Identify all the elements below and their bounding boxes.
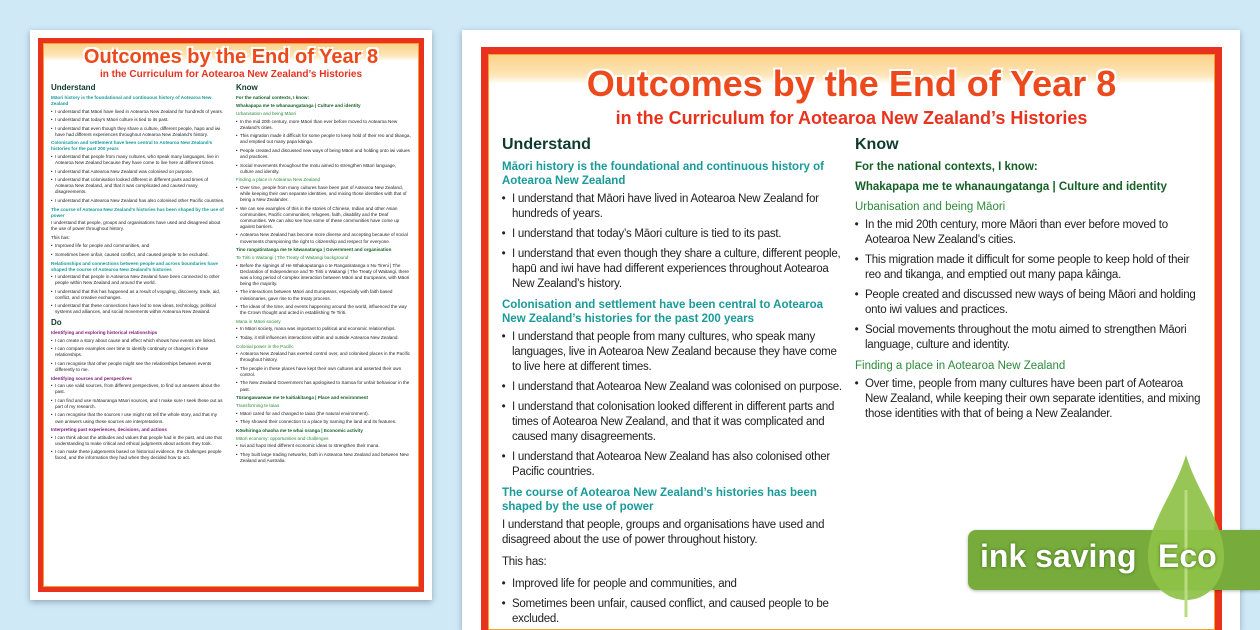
bullet-list [236, 351, 411, 393]
bullet-list [502, 330, 848, 480]
know-column [236, 83, 411, 467]
section-heading: Colonisation and settlement have been central to Aotearoa New Zealand’s histories for the past 200 years [502, 299, 824, 325]
list-item: • I understand that colonisation looked different in different parts and times of Aotearoa New Zealand, and that it was complicated and caused many disagreements. [512, 400, 848, 445]
paragraph: This has: [51, 234, 70, 240]
list-item: • They built large trading networks, both in Aotearoa New Zealand and between New Zealand and Australia. [240, 452, 411, 464]
paragraph: This has: [502, 556, 547, 568]
list-item: • I can use valid sources, from different perspectives, to find out answers about the past. [55, 383, 226, 395]
list-item: • I understand that today’s Māori culture is tied to its past. [55, 117, 226, 123]
page-border [38, 38, 424, 592]
list-item: • This migration made it difficult for some people to keep hold of their reo and tikanga, and emptied out many papa kāinga. [240, 133, 411, 145]
list-item: • I understand that Aotearoa New Zealand was colonised on purpose. [512, 380, 848, 395]
list-item: • I understand that Māori have lived in Aotearoa New Zealand for hundreds of years. [512, 192, 848, 222]
bullet-list [51, 274, 226, 316]
page-subtitle: in the Curriculum for Aotearoa New Zealand’s Histories [99, 69, 363, 80]
subsection-heading: Finding a place in Aotearoa New Zealand [855, 360, 1066, 372]
list-item: • I can find and use mātauranga Māori sources, and I make sure I seek these out as part of my research. [55, 398, 226, 410]
list-item: • I can recognise that other people might see the relationships between events differently to me. [55, 361, 226, 373]
list-item: • I understand that Aotearoa New Zealand has also colonised other Pacific countries. [512, 450, 848, 480]
bullet-list [51, 109, 226, 138]
bullet-list [855, 377, 1201, 422]
group-heading: Whakapapa me te whanaungatanga | Culture and identity [855, 181, 1167, 193]
bullet-list [236, 263, 411, 317]
list-item: • The ideas of the time, and events happening around the world, influenced the way the Crown thought and acted in establishing Te Tiriti. [240, 304, 411, 316]
subsection-heading: Colonial power in the Pacific [236, 343, 294, 349]
section-heading: The course of Aotearoa New Zealand’s histories has been shaped by the use of power [502, 487, 817, 513]
eco-label: Eco [1158, 538, 1217, 574]
list-item: • I can think about the attitudes and values that people had in the past, and use that understanding to make critical and ethical judgments about actions they took. [55, 435, 226, 447]
bullet-list [236, 185, 411, 245]
bullet-list [502, 192, 848, 292]
document-thumbnail [43, 43, 419, 467]
bullet-list [51, 243, 226, 258]
list-item: • Improved life for people and communities, and [512, 577, 848, 592]
bullet-list [236, 326, 411, 341]
bullet-list [51, 383, 226, 425]
group-heading: Whakapapa me te whanaungatanga | Culture and identity [236, 103, 361, 108]
do-section-heading: Interpreting past experiences, decisions, and actions [51, 427, 167, 433]
do-section-heading: Identifying sources and perspectives [51, 375, 132, 381]
subsection-heading: Urbanisation and being Māori [855, 201, 1006, 213]
list-item: • In the mid 20th century, more Māori than ever before moved to Aotearoa New Zealand’s cities. [240, 119, 411, 131]
list-item: • I understand that Aotearoa New Zealand was colonised on purpose. [55, 169, 226, 175]
list-item: • I understand that colonisation looked different in different parts and times of Aotearoa New Zealand, and that it was complicated and caused many disagreements. [55, 177, 226, 195]
columns [43, 83, 419, 467]
list-item: • I understand that this has happened as a result of voyaging, discovery, trade, aid, conflict, and creative exchanges. [55, 289, 226, 301]
bullet-list [236, 411, 411, 426]
list-item: • I understand that people from many cultures, who speak many languages, live in Aotearoa New Zealand because they have come to live here at different times. [55, 154, 226, 166]
section-heading: Colonisation and settlement have been central to Aotearoa New Zealand’s histories for the past 200 years [51, 140, 213, 152]
list-item: • Over time, people from many cultures have been part of Aotearoa New Zealand, while keeping their own separate identities, and mixing those identities with that of being a New Zealander. [240, 185, 411, 203]
list-item: • I understand that Aotearoa New Zealand has also colonised other Pacific countries. [55, 198, 226, 204]
list-item: • In Māori society, mana was important to political and economic relationships. [240, 326, 411, 332]
list-item: • We can see examples of this in the stories of Chinese, Indian and other Asian communities, Pacific communities, refugees, faith, disability and the Deaf communities. We can also see how some of these communities have come up against barriers. [240, 206, 411, 230]
paragraph: I understand that people, groups and organisations have used and disagreed about the use of power throughout history. [502, 519, 825, 546]
bullet-list [502, 577, 848, 627]
group-heading: Kōwhiringa ohaoha me te whai oranga | Economic activity [236, 427, 363, 433]
preview-page-thumbnail[interactable] [30, 30, 432, 600]
section-heading: The course of Aotearoa New Zealand’s histories has been shaped by the use of power [51, 206, 224, 218]
bullet-list [855, 218, 1201, 353]
list-item: • Iwi and hapū tried different economic ideas to strengthen their mana. [240, 443, 411, 449]
list-item: • Improved life for people and communities, and [55, 243, 226, 249]
bullet-list [236, 443, 411, 464]
list-item: • I understand that Māori have lived in Aotearoa New Zealand for hundreds of years. [55, 109, 226, 115]
list-item: • The New Zealand Government has apologised to Samoa for unfair behaviour in the past. [240, 380, 411, 392]
list-item: • I understand that even though they share a culture, different people, hapū and iwi have had different experiences throughout Aotearoa New Zealand’s history. [512, 247, 848, 292]
subsection-heading: Finding a place in Aotearoa New Zealand [236, 177, 321, 183]
section-heading: Māori history is the foundational and continuous history of Aotearoa New Zealand [502, 161, 825, 187]
list-item: • Sometimes been unfair, caused conflict, and caused people to be excluded. [512, 597, 848, 627]
list-item: • I understand that people from many cultures, who speak many languages, live in Aotearoa New Zealand because they have come to live here at different times. [512, 330, 848, 375]
list-item: • Aotearoa New Zealand has become more diverse and accepting because of social movements championing the right to citizenship and respect for everyone. [240, 232, 411, 244]
understand-column [502, 135, 848, 630]
section-heading: Māori history is the foundational and continuous history of Aotearoa New Zealand [51, 95, 212, 106]
page-subtitle: in the Curriculum for Aotearoa New Zealand’s Histories [615, 108, 1088, 128]
list-item: • Before the signings of He Whakaputanga o te Rangatiratanga o Nu Tireni | The Declaration of Independence and Te Tiriti o Waitangi | The Treaty of Waitangi, there was a long period of complex interaction between Māori and Europeans, with Māori being the majority. [240, 263, 411, 287]
know-heading: Know [855, 136, 899, 153]
list-item: • This migration made it difficult for some people to keep hold of their reo and tikanga, and emptied out many papa kāinga. [865, 253, 1201, 283]
list-item: • People created and discussed new ways of being Māori and holding onto iwi values and practices. [240, 148, 411, 160]
list-item: • They showed their connection to a place by naming the land and its features. [240, 419, 411, 425]
list-item: • I can create a story about cause and effect which shows how events are linked. [55, 338, 226, 344]
list-item: • I understand that people in Aotearoa New Zealand have been connected to other people within New Zealand and around the world. [55, 274, 226, 286]
list-item: • In the mid 20th century, more Māori than ever before moved to Aotearoa New Zealand’s cities. [865, 218, 1201, 248]
know-intro: For the national contexts, I know: [236, 95, 309, 100]
do-section-heading: Identifying and exploring historical relationships [51, 330, 158, 336]
understand-heading: Understand [51, 83, 96, 92]
bullet-list [236, 119, 411, 175]
list-item: • Sometimes been unfair, caused conflict, and caused people to be excluded. [55, 252, 226, 258]
list-item: • Over time, people from many cultures have been part of Aotearoa New Zealand, while keeping their own separate identities, and mixing those identities with that of being a New Zealander. [865, 377, 1201, 422]
list-item: • I can compare examples over time to identify continuity or changes in those relationships. [55, 346, 226, 358]
subsection-heading: Urbanisation and being Māori [236, 111, 297, 116]
understand-column [51, 83, 226, 467]
list-item: • Social movements throughout the motu aimed to strengthen Māori language, culture and identity. [865, 323, 1201, 353]
list-item: • Māori cared for and changed te taiao (the natural environment). [240, 411, 411, 417]
bullet-list [51, 338, 226, 373]
paragraph: I understand that people, groups and organisations have used and disagreed about the use of power throughout history. [51, 220, 221, 232]
subsection-heading: Te Tiriti o Waitangi | The Treaty of Waitangi background [236, 255, 349, 261]
page-title: Outcomes by the End of Year 8 [586, 63, 1117, 104]
badge-text: ink saving [980, 538, 1137, 574]
understand-heading: Understand [502, 136, 591, 153]
list-item: • Aotearoa New Zealand has exerted control over, and colonised places in the Pacific throughout history. [240, 351, 411, 363]
list-item: • I can recognise that the sources I use might not tell the whole story, and that my own answers using these sources are interpretations. [55, 412, 226, 424]
list-item: • I understand that these connections have led to new ideas, technology, political systems and alliances, and social movements within Aotearoa New Zealand. [55, 303, 226, 315]
list-item: • I can make these judgements based on historical evidence, the challenges people faced, and the information they had when they decided how to act. [55, 449, 226, 461]
subsection-heading: Māori economy: opportunities and challenges [236, 435, 329, 441]
section-heading: Relationships and connections between people and across boundaries have shaped the course of Aotearoa New Zealand’s histories [51, 260, 218, 272]
list-item: • I understand that even though they share a culture, different people, hapū and iwi have had different experiences throughout Aotearoa New Zealand’s history. [55, 126, 226, 138]
bullet-list [51, 154, 226, 204]
list-item: • Social movements throughout the motu aimed to strengthen Māori language, culture and identity. [240, 163, 411, 175]
know-intro: For the national contexts, I know: [855, 161, 1038, 173]
group-heading: Tino rangatiratanga me te kāwanatanga | Government and organisation [236, 247, 392, 253]
subsection-heading: Transforming te taiao [236, 403, 280, 409]
list-item: • The people in these places have kept their own cultures and asserted their own control. [240, 366, 411, 378]
group-heading: Tūrangawaewae me te kaitiakitanga | Place and environment [236, 395, 368, 401]
do-heading: Do [51, 318, 62, 328]
list-item: • The interactions between Māori and Europeans, especially with faith based missionaries, gave rise to the treaty process. [240, 289, 411, 301]
list-item: • I understand that today’s Māori culture is tied to its past. [512, 227, 848, 242]
subsection-heading: Mana in Māori society [236, 318, 281, 324]
know-heading: Know [236, 83, 258, 92]
bullet-list [51, 435, 226, 462]
list-item: • Today, it still influences interactions within and outside Aotearoa New Zealand. [240, 335, 411, 341]
list-item: • People created and discussed new ways of being Māori and holding onto iwi values and practices. [865, 288, 1201, 318]
page-title: Outcomes by the End of Year 8 [83, 46, 379, 68]
